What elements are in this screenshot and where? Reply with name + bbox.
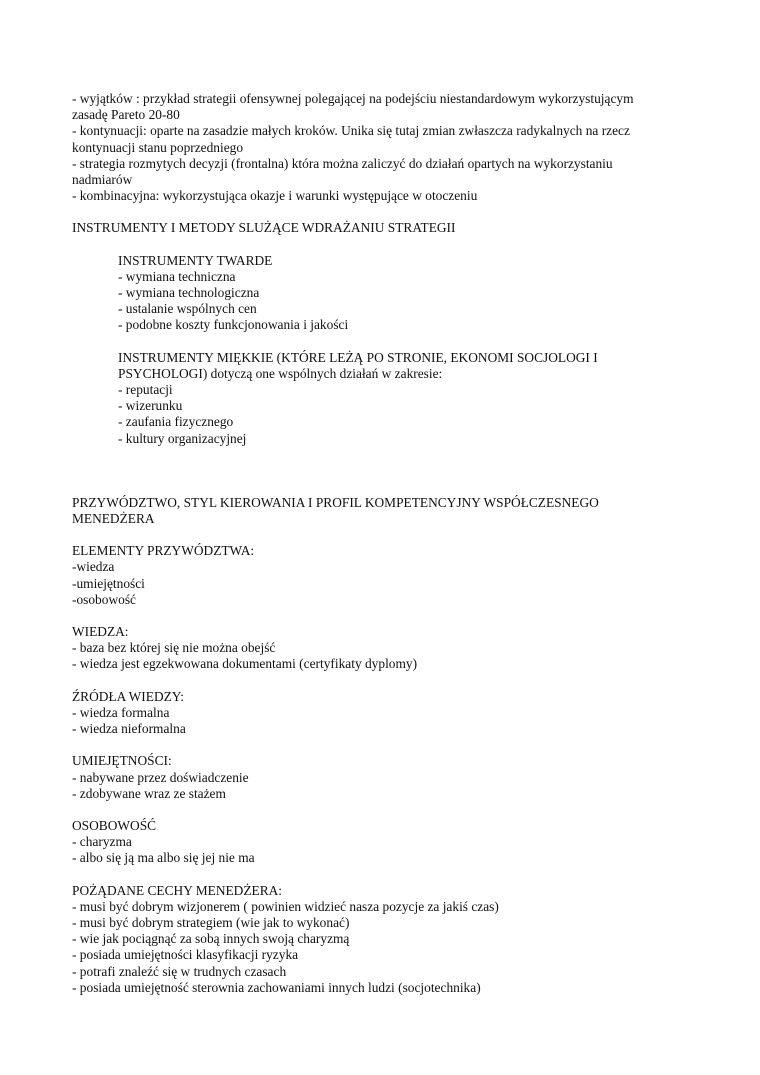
list-item: - albo się ją ma albo się jej nie ma bbox=[72, 850, 255, 866]
section-heading: MENEDŻERA bbox=[72, 511, 155, 527]
list-item: - wiedza nieformalna bbox=[72, 721, 186, 737]
list-item: - wiedza formalna bbox=[72, 704, 170, 720]
list-item: -wiedza bbox=[72, 559, 115, 575]
text-line: - kontynuacji: oparte na zasadzie małych kroków. Unika się tutaj zmian zwłaszcza radykalnych na rzecz bbox=[72, 123, 630, 139]
text-line: kontynuacji stanu poprzedniego bbox=[72, 139, 244, 155]
list-item: -umiejętności bbox=[72, 575, 145, 591]
list-item: - nabywane przez doświadczenie bbox=[72, 769, 249, 785]
hard-instruments-block bbox=[72, 253, 692, 334]
list-item: -osobowość bbox=[72, 591, 136, 607]
knowledge-sources-block bbox=[72, 689, 692, 738]
leadership-elements bbox=[72, 543, 692, 608]
list-item: - musi być dobrym wizjonerem ( powinien widzieć nasza pozycje za jakiś czas) bbox=[72, 898, 499, 914]
skills-block bbox=[72, 753, 692, 802]
list-item: - kultury organizacyjnej bbox=[118, 430, 247, 446]
text-line: - strategia rozmytych decyzji (frontalna) która można zaliczyć do działań opartych na wykorzystaniu bbox=[72, 155, 613, 171]
block-heading: POŻĄDANE CECHY MENEDŻERA: bbox=[72, 882, 283, 898]
personality-block bbox=[72, 818, 692, 867]
text-line: nadmiarów bbox=[72, 172, 133, 188]
list-item: - baza bez której się nie można obejść bbox=[72, 640, 276, 656]
block-heading: WIEDZA: bbox=[72, 624, 129, 640]
knowledge-block bbox=[72, 624, 692, 673]
document-page bbox=[72, 91, 692, 996]
text-line: - kombinacyjna: wykorzystująca okazje i warunki występujące w otoczeniu bbox=[72, 188, 478, 204]
section-heading: INSTRUMENTY I METODY SLUŻĄCE WDRAŻANIU STRATEGII bbox=[72, 220, 456, 236]
list-item: - reputacji bbox=[118, 382, 173, 398]
manager-traits-block bbox=[72, 883, 692, 996]
strategy-types-list bbox=[72, 91, 692, 204]
list-item: - wymiana techniczna bbox=[118, 268, 236, 284]
section-heading: PRZYWÓDZTWO, STYL KIEROWANIA I PROFIL KOMPETENCYJNY WSPÓŁCZESNEGO bbox=[72, 494, 599, 510]
list-item: - wymiana technologiczna bbox=[118, 285, 260, 301]
soft-instruments-block bbox=[72, 350, 692, 447]
list-item: - posiada umiejętność sterownia zachowaniami innych ludzi (socjotechnika) bbox=[72, 979, 481, 995]
list-item: - zdobywane wraz ze stażem bbox=[72, 785, 226, 801]
text-line: zasadę Pareto 20-80 bbox=[72, 107, 180, 123]
subsection-heading: INSTRUMENTY MIĘKKIE (KTÓRE LEŻĄ PO STRONIE, EKONOMI SOCJOLOGI I bbox=[118, 349, 598, 365]
list-item: - wizerunku bbox=[118, 398, 183, 414]
subsection-heading: PSYCHOLOGI) dotyczą one wspólnych działań w zakresie: bbox=[118, 365, 443, 381]
list-item: - wie jak pociągnąć za sobą innych swoją charyzmą bbox=[72, 931, 350, 947]
list-item: - posiada umiejętności klasyfikacji ryzyka bbox=[72, 947, 299, 963]
list-item: - musi być dobrym strategiem (wie jak to wykonać) bbox=[72, 914, 350, 930]
block-heading: ŹRÓDŁA WIEDZY: bbox=[72, 688, 184, 704]
list-item: - podobne koszty funkcjonowania i jakości bbox=[118, 317, 349, 333]
block-heading: OSOBOWOŚĆ bbox=[72, 817, 157, 833]
list-item: - charyzma bbox=[72, 834, 132, 850]
block-heading: ELEMENTY PRZYWÓDZTWA: bbox=[72, 543, 255, 559]
list-item: - wiedza jest egzekwowana dokumentami (certyfikaty dyplomy) bbox=[72, 656, 418, 672]
text-line: - wyjątków : przykład strategii ofensywnej polegającej na podejściu niestandardowym wykorzystującym bbox=[72, 91, 634, 106]
subsection-heading: INSTRUMENTY TWARDE bbox=[118, 252, 273, 268]
list-item: - zaufania fizycznego bbox=[118, 414, 234, 430]
block-heading: UMIEJĘTNOŚCI: bbox=[72, 753, 172, 769]
list-item: - ustalanie wspólnych cen bbox=[118, 301, 257, 317]
list-item: - potrafi znaleźć się w trudnych czasach bbox=[72, 963, 287, 979]
